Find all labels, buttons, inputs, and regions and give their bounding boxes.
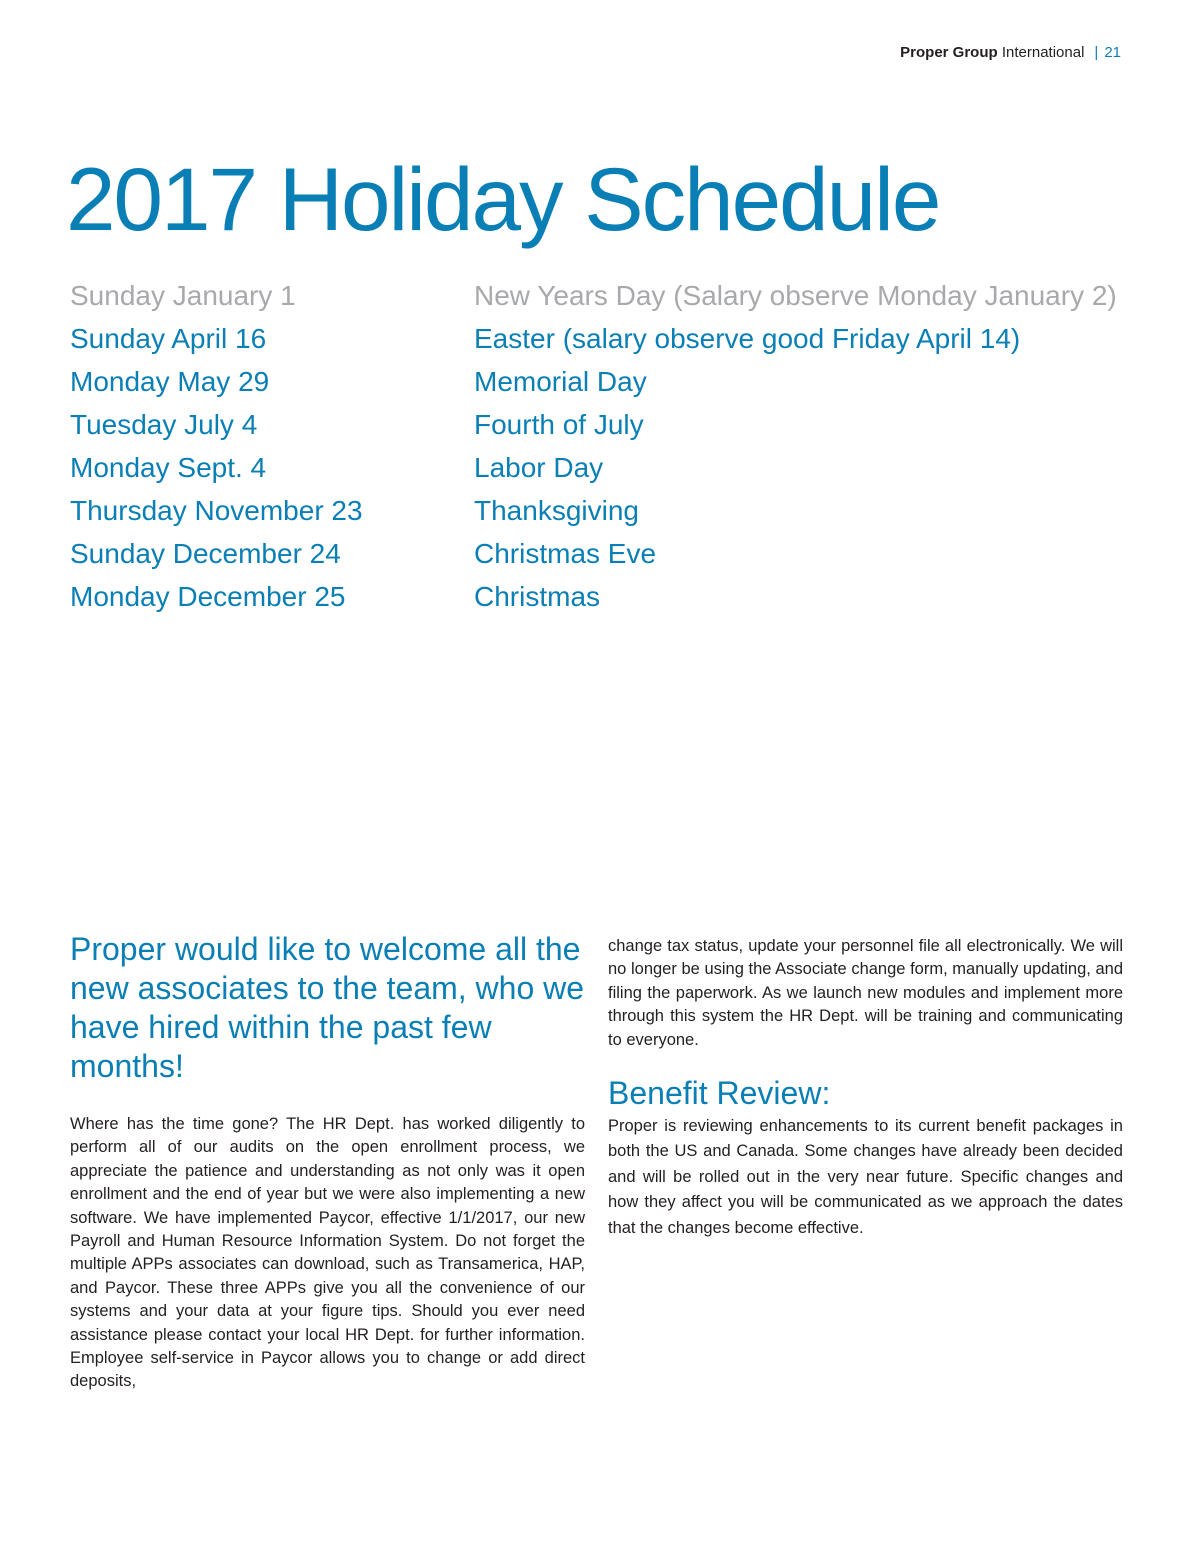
- holiday-date: Sunday December 24: [70, 538, 341, 569]
- holiday-date: Tuesday July 4: [70, 409, 258, 440]
- holiday-date: Sunday January 1: [70, 280, 296, 311]
- holiday-date: Monday December 25: [70, 581, 346, 612]
- holiday-schedule: [70, 276, 1130, 620]
- holiday-name: Fourth of July: [474, 409, 644, 440]
- schedule-row: [70, 362, 1130, 405]
- holiday-date: Monday May 29: [70, 366, 270, 397]
- brand-name-rest: International: [997, 44, 1085, 61]
- schedule-row: [70, 448, 1130, 491]
- holiday-name: Christmas Eve: [474, 538, 657, 569]
- welcome-heading: Proper would like to welcome all the new associates to the team, who we have hired within the past few months!: [70, 931, 585, 1084]
- holiday-date: Sunday April 16: [70, 323, 267, 354]
- brand-name-bold: Proper Group: [900, 44, 998, 61]
- holiday-name: Memorial Day: [474, 366, 647, 397]
- page-number: 21: [1104, 44, 1121, 61]
- benefit-review-paragraph: Proper is reviewing enhancements to its current benefit packages in both the US and Canada. Some changes have already been decided and will be rolled out in the very near future. Specific changes and how they affect you will be communicated as we approach the dates that the changes become effective.: [608, 1117, 1123, 1237]
- schedule-row: [70, 577, 1130, 620]
- holiday-name: Christmas: [474, 581, 601, 612]
- schedule-row: [70, 491, 1130, 534]
- holiday-name: Easter (salary observe good Friday April 14): [474, 323, 1021, 354]
- schedule-row: [70, 405, 1130, 448]
- holiday-date: Monday Sept. 4: [70, 452, 267, 483]
- welcome-paragraph-continuation: change tax status, update your personnel file all electronically. We will no longer be using the Associate change form, manually updating, and filing the paperwork. As we launch new modules and implement more through this system the HR Dept. will be training and communicating to everyone.: [608, 937, 1123, 1049]
- schedule-row: [70, 319, 1130, 362]
- page-title: 2017 Holiday Schedule: [66, 149, 940, 249]
- holiday-name: New Years Day (Salary observe Monday January 2): [474, 280, 1117, 311]
- holiday-name: Labor Day: [474, 452, 604, 483]
- holiday-date: Thursday November 23: [70, 495, 363, 526]
- benefit-review-heading: Benefit Review:: [608, 1075, 831, 1111]
- holiday-name: Thanksgiving: [474, 495, 639, 526]
- page-header: [900, 44, 1121, 61]
- schedule-row: [70, 276, 1130, 319]
- schedule-row: [70, 534, 1130, 577]
- header-separator: |: [1094, 44, 1099, 61]
- welcome-paragraph: Where has the time gone? The HR Dept. has worked diligently to perform all of our audits on the open enrollment process, we appreciate the patience and understanding as not only was it open enrollment and the end of year but we were also implementing a new software. We have implemented Paycor, effective 1/1/2017, our new Payroll and Human Resource Information System. Do not forget the multiple APPs associates can download, such as Transamerica, HAP, and Paycor. These three APPs give you all the convenience of our systems and your data at your figure tips. Should you ever need assistance please contact your local HR Dept. for further information. Employee self-service in Paycor allows you to change or add direct deposits,: [70, 1115, 585, 1391]
